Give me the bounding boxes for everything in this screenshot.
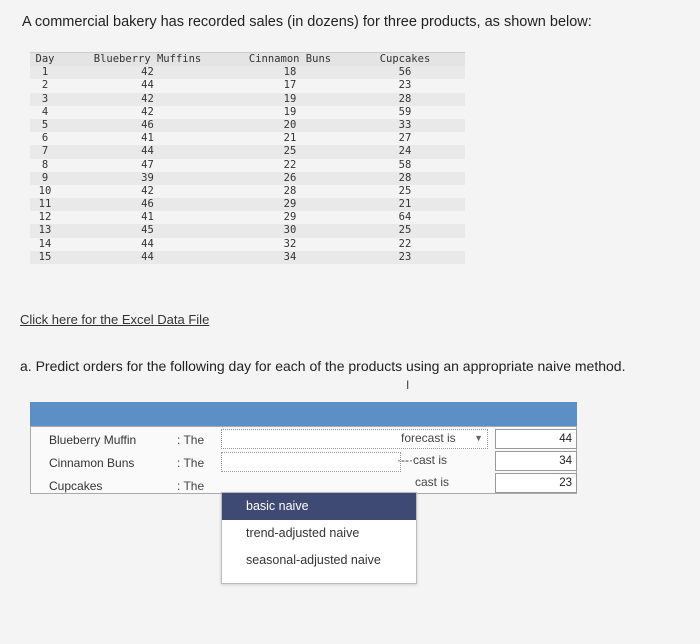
method-dropdown-menu[interactable] — [221, 492, 417, 584]
cell-day: 15 — [38, 250, 52, 263]
table-row — [30, 224, 465, 237]
cell-blueberry: 46 — [141, 198, 154, 211]
forecast-text: ·--·cast is — [397, 453, 447, 467]
cell-day: 14 — [38, 237, 52, 250]
cell-cinnamon: 20 — [283, 118, 297, 131]
cell-day: 12 — [38, 211, 52, 224]
cell-cupcakes: 64 — [398, 211, 412, 224]
col-day: Day — [35, 53, 55, 65]
cell-day: 6 — [41, 132, 49, 145]
product-label: Cinnamon Buns — [49, 456, 135, 470]
cell-cupcakes: 28 — [398, 171, 412, 184]
excel-data-link[interactable]: Click here for the Excel Data File — [20, 312, 210, 327]
cell-cupcakes: 28 — [398, 92, 412, 105]
forecast-text: cast is — [415, 475, 450, 489]
answer-form — [30, 402, 577, 494]
cell-cupcakes: 24 — [398, 145, 412, 158]
cell-cinnamon: 25 — [283, 145, 297, 158]
cell-day: 9 — [41, 171, 49, 184]
table-row — [30, 251, 465, 264]
cell-cupcakes: 58 — [398, 158, 412, 171]
table-row — [30, 93, 465, 106]
product-label: Blueberry Muffin — [49, 433, 137, 447]
table-header — [30, 52, 465, 66]
cell-day: 2 — [41, 79, 49, 92]
forecast-value-input[interactable]: 34 — [495, 451, 577, 471]
table-row — [30, 172, 465, 185]
table-row — [30, 159, 465, 172]
cell-blueberry: 47 — [141, 158, 154, 171]
dropdown-option[interactable]: basic naive — [222, 493, 416, 520]
cell-day: 11 — [38, 198, 52, 211]
cell-cinnamon: 29 — [283, 211, 297, 224]
cell-cinnamon: 26 — [283, 171, 297, 184]
cell-cinnamon: 22 — [283, 158, 297, 171]
cell-blueberry: 44 — [141, 145, 154, 158]
col-cupcakes: Cupcakes — [379, 53, 431, 65]
question-text: A commercial bakery has recorded sales (in dozens) for three products, as shown below: — [22, 14, 592, 30]
cell-blueberry: 44 — [141, 237, 154, 250]
cell-cinnamon: 30 — [283, 224, 297, 237]
cell-blueberry: 42 — [141, 105, 154, 118]
table-row — [30, 145, 465, 158]
cell-blueberry: 42 — [141, 184, 154, 197]
sales-table — [30, 52, 465, 264]
col-blueberry: Blueberry Muffins — [93, 53, 202, 65]
cell-day: 4 — [41, 105, 49, 118]
the-label: : The — [177, 456, 205, 470]
the-label: : The — [177, 433, 205, 447]
forecast-text: forecast is — [401, 431, 456, 445]
table-row — [30, 132, 465, 145]
cell-cupcakes: 56 — [398, 66, 412, 79]
table-row — [30, 238, 465, 251]
cell-cupcakes: 27 — [398, 132, 412, 145]
cell-cupcakes: 22 — [398, 237, 412, 250]
table-row — [30, 66, 465, 79]
the-label: : The — [177, 479, 205, 493]
cell-cupcakes: 25 — [398, 184, 412, 197]
cell-cinnamon: 34 — [283, 250, 297, 263]
forecast-value-input[interactable]: 23 — [495, 473, 577, 493]
cell-cinnamon: 17 — [283, 79, 297, 92]
cell-cinnamon: 32 — [283, 237, 297, 250]
cell-blueberry: 42 — [141, 92, 154, 105]
chevron-down-icon[interactable]: ▼ — [474, 433, 483, 443]
cell-cinnamon: 28 — [283, 184, 297, 197]
cell-day: 8 — [41, 158, 49, 171]
cell-blueberry: 41 — [141, 211, 154, 224]
cell-cinnamon: 18 — [283, 66, 297, 79]
dropdown-option[interactable]: seasonal-adjusted naive — [246, 553, 381, 567]
cell-cupcakes: 23 — [398, 79, 412, 92]
table-row — [30, 185, 465, 198]
cell-day: 7 — [41, 145, 49, 158]
forecast-value-input[interactable]: 44 — [495, 429, 577, 449]
cell-day: 13 — [38, 224, 52, 237]
form-header-bar — [30, 402, 577, 426]
cell-cupcakes: 21 — [398, 198, 412, 211]
cell-cupcakes: 25 — [398, 224, 412, 237]
col-cinnamon: Cinnamon Buns — [248, 53, 332, 65]
cell-cinnamon: 19 — [283, 92, 297, 105]
table-row — [30, 198, 465, 211]
cell-day: 1 — [41, 66, 49, 79]
cell-blueberry: 45 — [141, 224, 154, 237]
table-row — [30, 106, 465, 119]
table-row — [30, 119, 465, 132]
cell-blueberry: 41 — [141, 132, 154, 145]
cell-cupcakes: 33 — [398, 118, 412, 131]
cell-blueberry: 46 — [141, 118, 154, 131]
product-label: Cupcakes — [49, 479, 103, 493]
cell-cupcakes: 23 — [398, 250, 412, 263]
cell-day: 3 — [41, 92, 49, 105]
cell-blueberry: 44 — [141, 79, 154, 92]
cell-blueberry: 42 — [141, 66, 154, 79]
cell-blueberry: 44 — [141, 250, 154, 263]
cell-cinnamon: 19 — [283, 105, 297, 118]
form-body — [30, 426, 577, 494]
cell-day: 10 — [38, 184, 52, 197]
cell-cinnamon: 21 — [283, 132, 297, 145]
dropdown-option[interactable]: trend-adjusted naive — [246, 526, 360, 540]
cell-blueberry: 39 — [141, 171, 154, 184]
cell-day: 5 — [41, 118, 49, 131]
method-select[interactable] — [221, 452, 401, 472]
table-row — [30, 211, 465, 224]
part-a-prompt: a. Predict orders for the following day for each of the products using an appropriate naive method. — [20, 358, 626, 374]
cell-cupcakes: 59 — [398, 105, 412, 118]
cell-cinnamon: 29 — [283, 198, 297, 211]
table-row — [30, 79, 465, 92]
text-cursor-icon: I — [406, 378, 410, 392]
